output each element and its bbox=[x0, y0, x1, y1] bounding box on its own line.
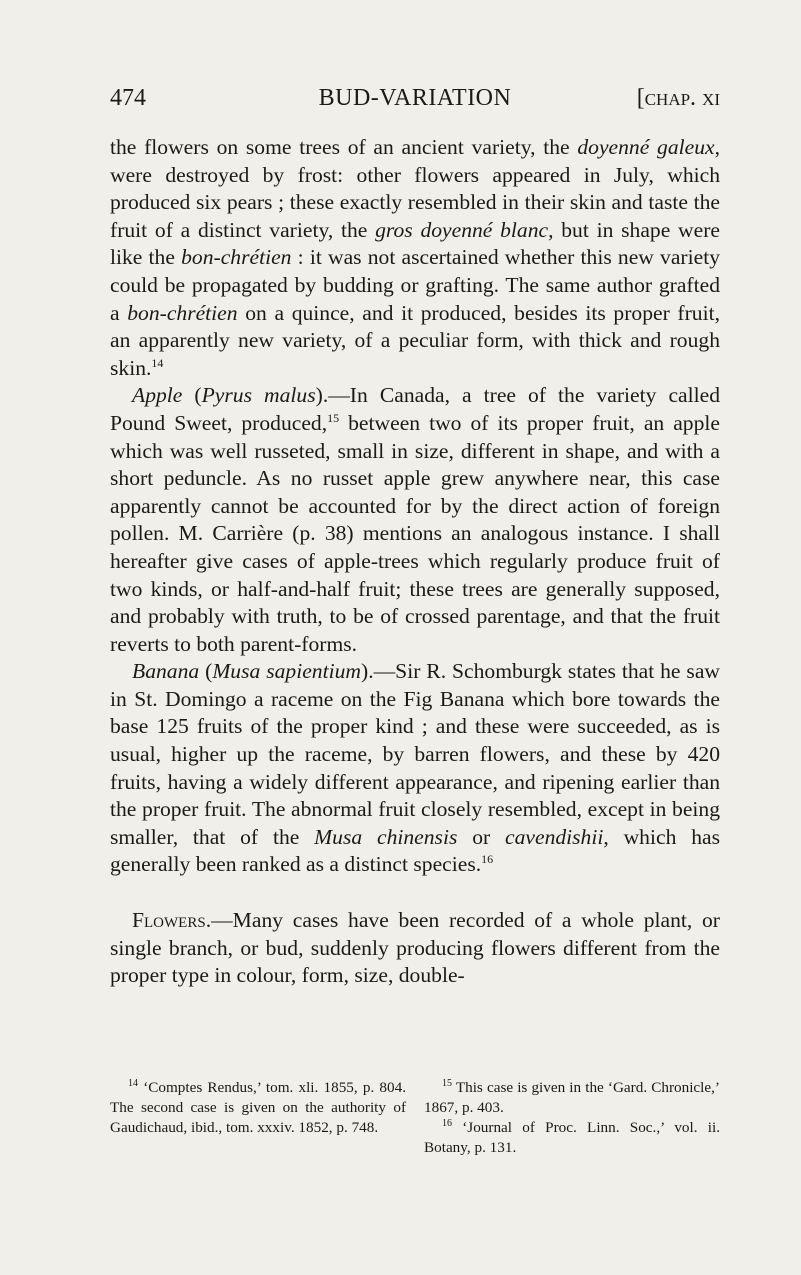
italic-run: Musa sapientium bbox=[212, 659, 361, 684]
footnote-number: 14 bbox=[128, 1078, 138, 1089]
section-heading-run: Flowers bbox=[132, 908, 206, 933]
text-run: or bbox=[457, 824, 506, 849]
footnote-ref: 15 bbox=[327, 410, 340, 425]
text-run: ).—Sir R. Schomburgk states that he saw in St. Domingo a raceme on the Fig Banana which bore towards the base 125 fruits of the proper kind ; and these were succeeded, as is usual, higher up the raceme, by barren flowers, and these by 420 fruits, having a widely different appearance, and ripening earlier than the proper fruit. The abnormal fruit closely resembled, except in being smaller, that of the bbox=[110, 659, 721, 849]
footnotes bbox=[110, 1078, 720, 1158]
running-header bbox=[110, 80, 720, 116]
text-run: , were destroyed by frost: other flowers appeared in July, which produced six pears ; these exactly resembled in their skin and taste the fruit of a distinct variety, the bbox=[110, 135, 720, 242]
footnote-ref: 16 bbox=[481, 852, 494, 867]
text-run: the flowers on some trees of an ancient variety, the bbox=[110, 135, 578, 159]
paragraph-banana bbox=[110, 658, 720, 879]
italic-run: bon-chrétien bbox=[181, 245, 292, 270]
body-text bbox=[110, 134, 720, 990]
paragraph-apple bbox=[110, 382, 720, 658]
page-number: 474 bbox=[110, 85, 146, 111]
footnote bbox=[424, 1078, 720, 1118]
italic-run: gros doyenné blanc bbox=[375, 217, 549, 242]
text-run: .—Many cases have been recorded of a whole plant, or single branch, or bud, suddenly producing flowers different from the proper type in colour, form, size, double- bbox=[110, 908, 720, 988]
text-run: ( bbox=[199, 659, 213, 684]
footnote bbox=[424, 1118, 720, 1158]
footnote-text: This case is given in the ‘Gard. Chronicle,’ 1867, p. 403. bbox=[424, 1079, 720, 1116]
footnote-text: ‘Journal of Proc. Linn. Soc.,’ vol. ii. Botany, p. 131. bbox=[424, 1119, 721, 1156]
text-run: , but in shape were like the bbox=[110, 217, 720, 270]
italic-run: Pyrus malus bbox=[201, 383, 316, 408]
footnote bbox=[110, 1078, 406, 1138]
footnote-number: 16 bbox=[442, 1118, 452, 1129]
running-title: BUD-VARIATION bbox=[318, 85, 512, 111]
text-run: on a quince, and it produced, besides its proper fruit, an apparently new variety, of a peculiar form, with thick and rough skin. bbox=[110, 300, 720, 380]
footnote-column-left bbox=[110, 1078, 406, 1158]
footnote-column-right bbox=[424, 1078, 720, 1158]
italic-run: bon-chrétien bbox=[127, 300, 238, 325]
chapter-label: [chap. xi bbox=[636, 85, 720, 111]
text-run: ( bbox=[182, 383, 202, 408]
text-run: between two of its proper fruit, an apple which was well russeted, small in size, different in shape, and with a short peduncle. As no russet apple grew anywhere near, this case apparently cannot be accounted for by the direct action of foreign pollen. M. Carrière (p. 38) mentions an analogous instance. I shall hereafter give cases of apple-trees which regularly produce fruit of two kinds, or half-and-half fruit; these trees are generally supposed, and probably with truth, to be of crossed parentage, and that the fruit reverts to both parent-forms. bbox=[110, 410, 720, 656]
italic-run: cavendishii bbox=[505, 824, 604, 849]
footnote-text: ‘Comptes Rendus,’ tom. xli. 1855, p. 804. The second case is given on the authority of Gaudichaud, ibid., tom. xxxiv. 1852, p. 748. bbox=[110, 1079, 407, 1136]
paragraph-pear-continuation bbox=[110, 134, 720, 382]
paragraph-flowers bbox=[110, 907, 720, 990]
italic-run: doyenné galeux bbox=[577, 135, 715, 159]
text-run: ).—In Canada, a tree of the variety called Pound Sweet, produced, bbox=[110, 383, 721, 435]
footnote-number: 15 bbox=[442, 1078, 452, 1089]
text-run: , which has generally been ranked as a distinct species. bbox=[110, 824, 720, 877]
footnote-ref: 14 bbox=[151, 355, 164, 370]
text-run: : it was not ascertained whether this new variety could be propagated by budding or grafting. The same author grafted a bbox=[110, 245, 721, 325]
italic-run: Banana bbox=[132, 659, 200, 684]
italic-run: Musa chinensis bbox=[314, 824, 458, 849]
italic-run: Apple bbox=[132, 383, 183, 408]
